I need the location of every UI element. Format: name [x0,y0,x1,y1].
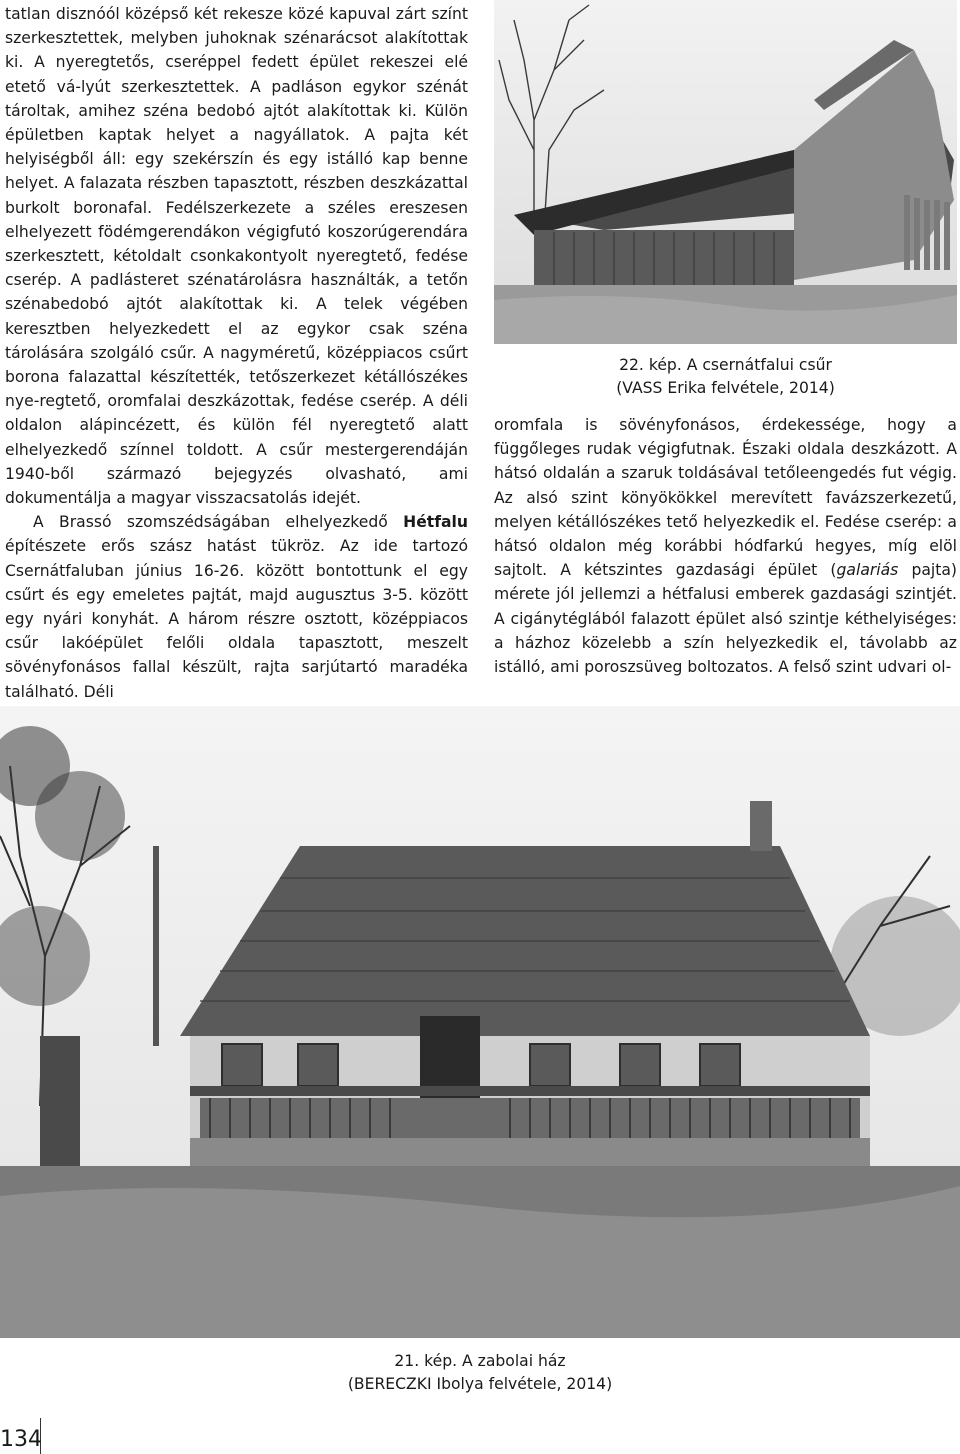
text-run: pajta) mérete jól jellemzi a hétfalusi emberek gazdasági szintjét. A cigánytéglából falazott épület alsó szintje kéthelyiséges: a házhoz közelebb a szín helyezkedik el, távolabb az istálló, ami poroszsüveg boltozatos. A felső szint udvari ol- [494,561,957,677]
caption-credit: (VASS Erika felvétele, 2014) [616,379,835,397]
caption-title: 22. kép. A csernátfalui csűr [619,356,832,374]
house-photo-illustration [0,706,960,1338]
figure-21-caption [240,1350,720,1396]
figure-22-caption [494,354,957,400]
paragraph [494,413,957,679]
photo-zabola-house [0,706,960,1338]
paragraph: tatlan disznóól középső két rekesze közé kapuval zárt színt szerkesztettek, melyben juhoknak szénarácsot alakítottak ki. A nyeregtetős, cseréppel fedett épület rekeszei elé etető vá-lyút szerkesztettek. A padláson egykor szénát tároltak, amihez széna bedobó ajtót alakítottak ki. Külön épületben kaptak helyet a nagyállatok. A pajta két helyiségből áll: egy szekérszín és egy istálló kap benne helyet. A falazata részben tapasztott, részben deszkázattal burkolt boronafal. Fedélszerkezete a széles ereszesen elhelyezett födémgerendákon végigfutó koszorúgerendára szerkesztett, kétoldalt csonkakontyolt nyeregtető, fedése cserép. A padlásteret szénatárolásra használták, a tetőn szénabedobó ajtót alakítottak ki. A telek végében keresztben helyezkedett el az egykor csak széna tárolására szolgáló csűr. A nagyméretű, középpiacos csűrt borona falazattal készítették, tetőszerkezet kétállószékes nye-regtető, oromfalai deszkázottak, fedése cserép. A déli oldalon alápincézett, és külön fél nyeregtető alatt elhelyezkedő színnel toldott. A csűr mestergerendáján 1940-ből származó bejegyzés olvasható, ami dokumentálja a magyar visszacsatolás idejét. [5,5,468,508]
paragraph-hetfalu [5,510,468,704]
caption-title: 21. kép. A zabolai ház [394,1352,566,1370]
right-text-column [494,413,957,679]
text-run: A Brassó szomszédságában elhelyezkedő [33,513,404,532]
left-text-column [5,2,468,704]
barn-photo-illustration [494,0,957,344]
photo-csernatfalu-barn [494,0,957,344]
italic-term: galariás [836,561,899,580]
page-number: 134 [0,1427,42,1452]
caption-credit: (BERECZKI Ibolya felvétele, 2014) [347,1375,613,1393]
text-run: építészete erős szász hatást tükröz. Az ide tartozó Csernátfaluban június 16-26. között bontottunk el egy csűrt és egy emeletes pajtát, majd augusztus 3-5. között egy nyári konyhát. A három részre osztott, középpiacos csűr lakóépület felőli oldala tapasztott, meszelt sövényfonásos fallal készült, rajta sarjútartó maradéka található. Déli [5,537,468,701]
bold-term: Hétfalu [403,513,468,532]
text-run: oromfala is sövényfonásos, érdekessége, hogy a függőleges rudak végigfutnak. Északi oldala deszkázott. A hátsó oldalán a szaruk toldásával tetőleengedés fut végig. Az alsó szint könyökökkel merevített favázszerkezetű, melyen kétállószékes tető helyezkedik el. Fedése cserép: a hátsó oldalon még korábbi hódfarkú hegyes, míg elöl sajtolt. A kétszintes gazdasági épület ( [494,416,957,580]
